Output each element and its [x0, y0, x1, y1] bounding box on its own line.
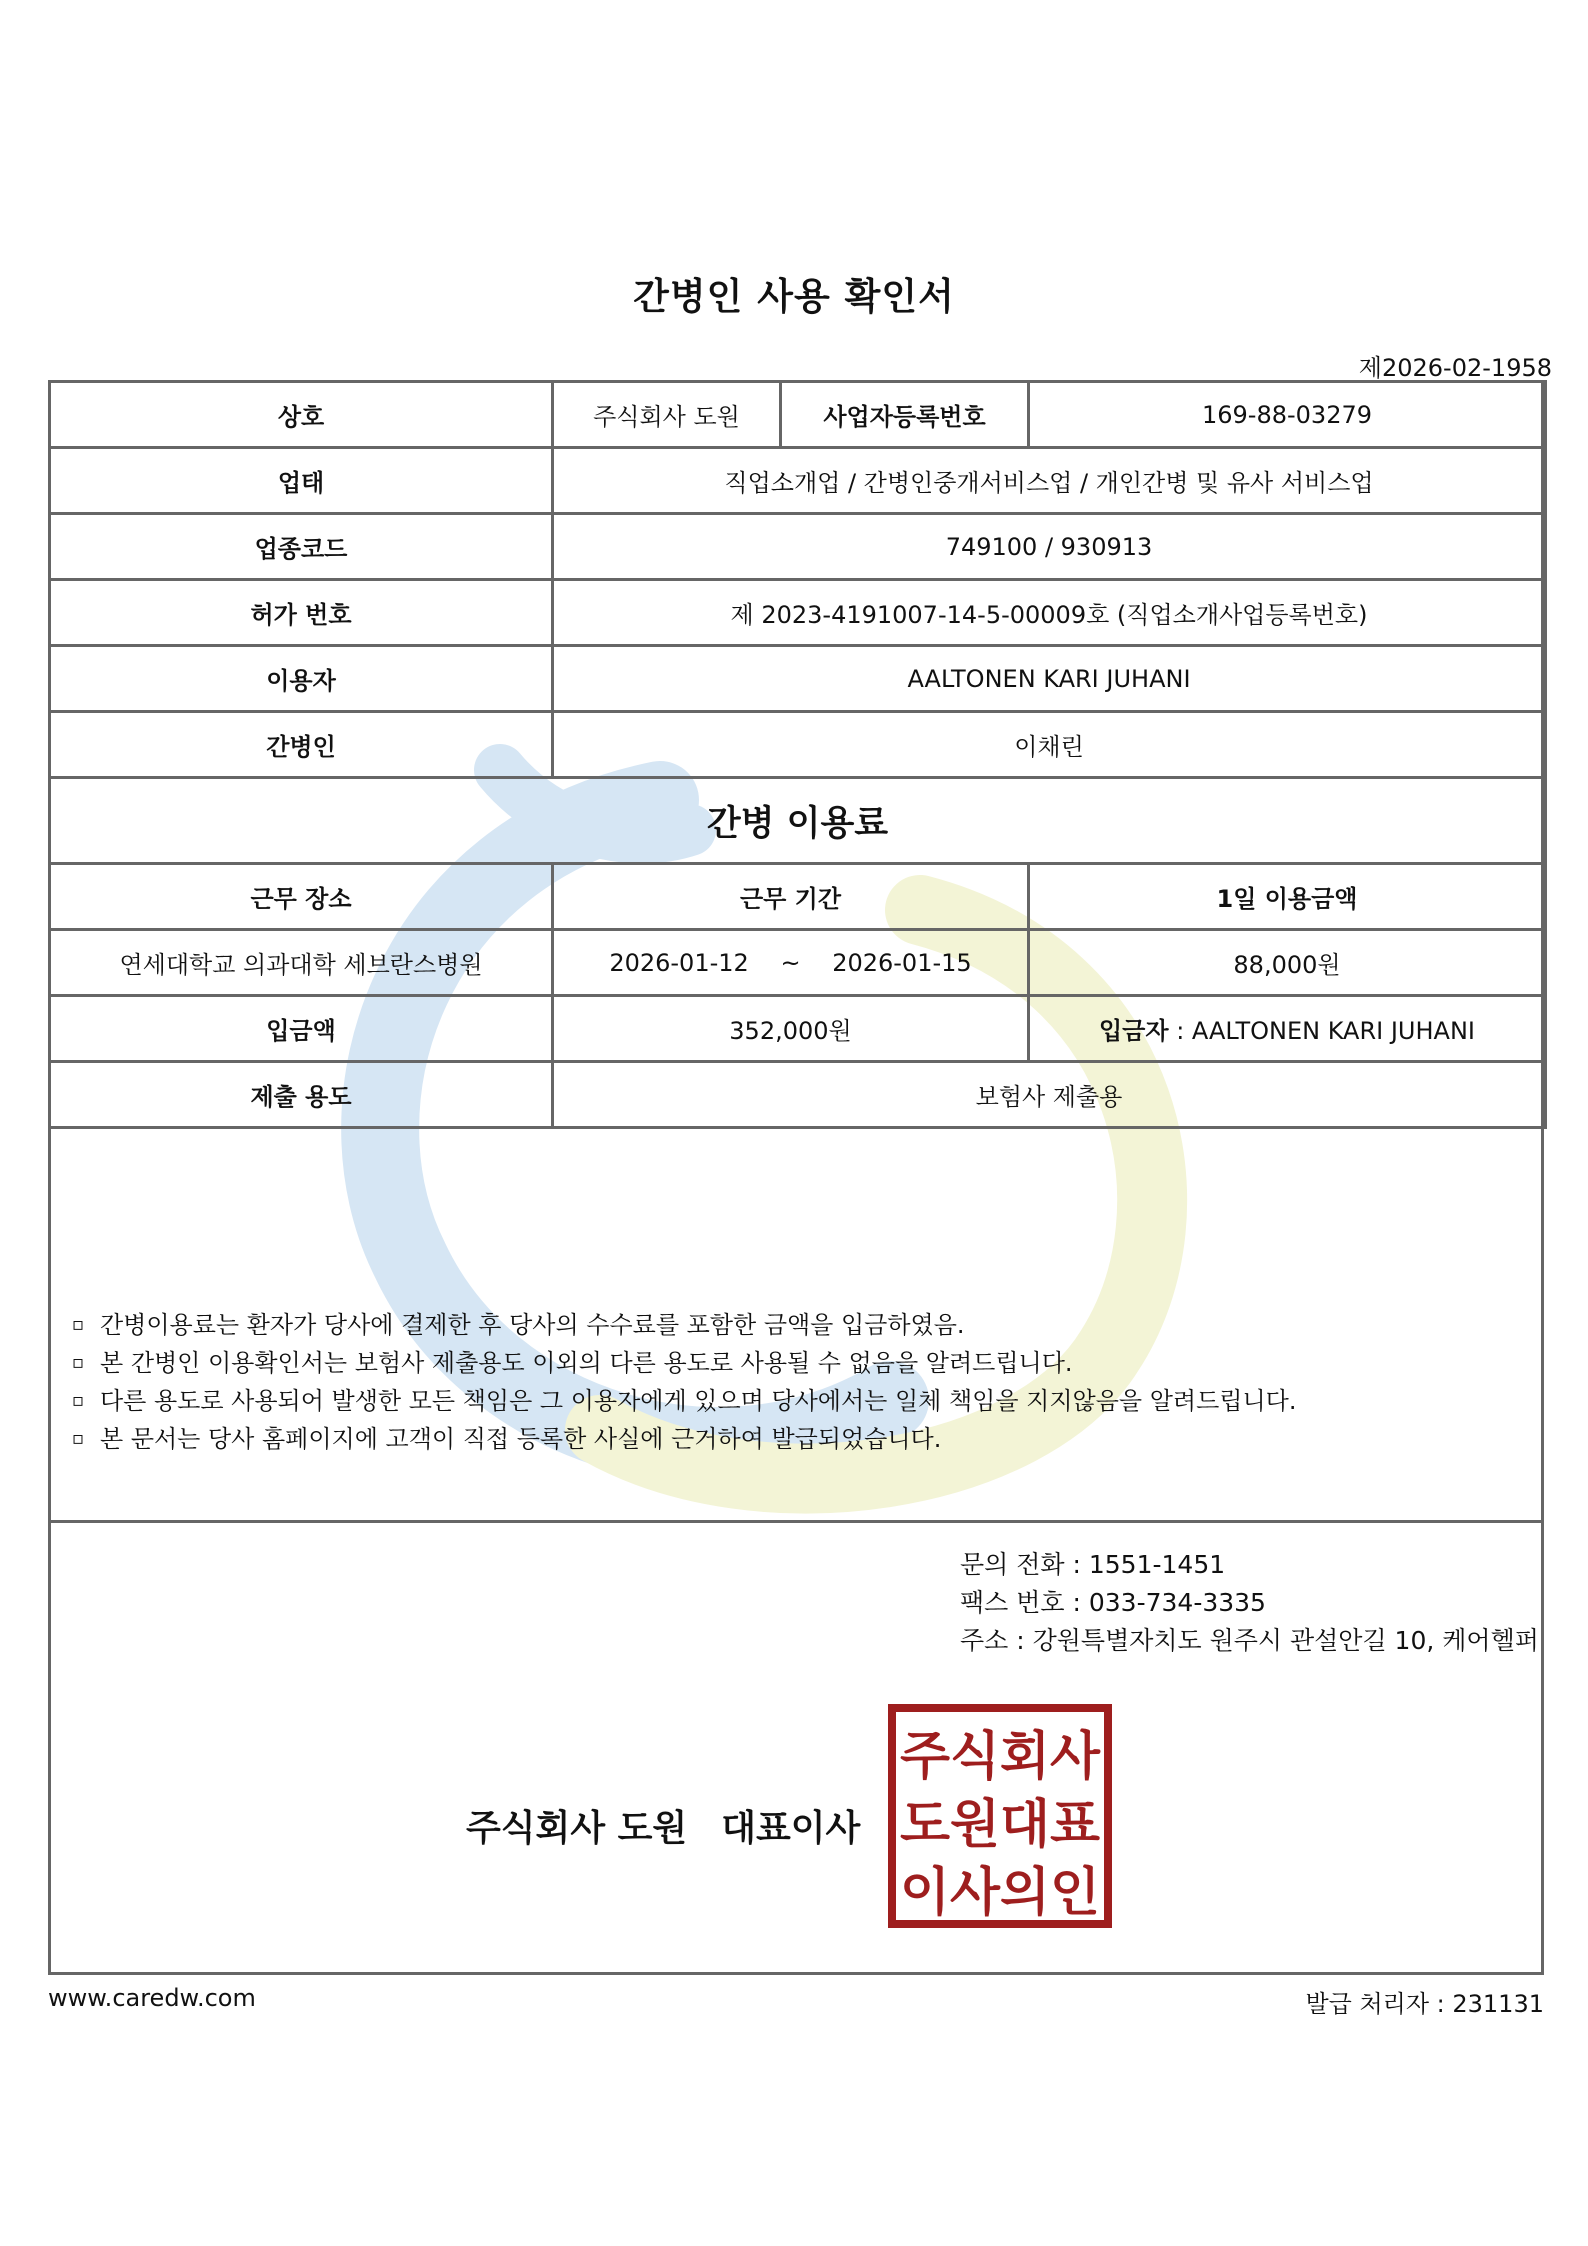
representative-company: 주식회사 도원 [466, 1808, 688, 1849]
permit-value: 제 2023-4191007-14-5-00009호 (직업소개사업등록번호) [553, 580, 1546, 646]
bullet-icon: ▫ [72, 1352, 85, 1373]
footer-issuer: 발급 처리자 : 231131 [1305, 1990, 1544, 2018]
depositor-value: AALTONEN KARI JUHANI [1191, 1017, 1475, 1045]
registration-value: 169-88-03279 [1029, 382, 1546, 448]
daily-amount-value: 88,000원 [1029, 930, 1546, 996]
registration-label: 사업자등록번호 [781, 382, 1029, 448]
notice-section [48, 1190, 1544, 1523]
deposit-amount: 352,000원 [553, 996, 1029, 1062]
work-period-header: 근무 기간 [553, 864, 1029, 930]
depositor-separator: : [1168, 1017, 1192, 1045]
contact-info [960, 1546, 1539, 1660]
company-row [50, 382, 1546, 448]
fee-header-row [50, 864, 1546, 930]
document-title: 간병인 사용 확인서 [633, 275, 955, 318]
notice-list [72, 1306, 1296, 1458]
document-number: 제2026-02-1958 [1358, 354, 1552, 382]
purpose-row [50, 1062, 1546, 1128]
notice-item: ▫ 본 문서는 당사 홈페이지에 고객이 직접 등록한 사실에 근거하여 발급되었습니다. [72, 1420, 1296, 1458]
industry-code-value: 749100 / 930913 [553, 514, 1546, 580]
purpose-value: 보험사 제출용 [553, 1062, 1546, 1128]
company-seal-stamp [888, 1704, 1112, 1928]
period-separator: ~ [780, 948, 801, 977]
contact-address: 주소 : 강원특별자치도 원주시 관설안길 10, 케어헬퍼 [960, 1626, 1539, 1655]
depositor-label: 입금자 [1099, 1017, 1169, 1045]
daily-amount-header: 1일 이용금액 [1029, 864, 1546, 930]
footer-website: www.caredw.com [48, 1984, 256, 2012]
representative-title: 대표이사 [721, 1808, 861, 1849]
business-type-row [50, 448, 1546, 514]
caregiver-value: 이채린 [553, 712, 1546, 778]
company-value: 주식회사 도원 [553, 382, 781, 448]
fee-section-row [50, 778, 1546, 864]
caregiver-label: 간병인 [50, 712, 553, 778]
deposit-label: 입금액 [50, 996, 553, 1062]
period-start: 2026-01-12 [609, 948, 749, 977]
notice-item: ▫ 간병이용료는 환자가 당사에 결제한 후 당사의 수수료를 포함한 금액을 입금하였음. [72, 1306, 1296, 1344]
caregiver-row [50, 712, 1546, 778]
user-value: AALTONEN KARI JUHANI [553, 646, 1546, 712]
notice-item: ▫ 본 간병인 이용확인서는 보험사 제출용도 이외의 다른 용도로 사용될 수 없음을 알려드립니다. [72, 1344, 1296, 1382]
business-type-label: 업태 [50, 448, 553, 514]
svg-text:이사의인: 이사의인 [900, 1863, 1100, 1923]
permit-row [50, 580, 1546, 646]
representative-signature [466, 1800, 860, 1851]
business-type-value: 직업소개업 / 간병인중개서비스업 / 개인간병 및 유사 서비스업 [553, 448, 1546, 514]
user-label: 이용자 [50, 646, 553, 712]
contact-fax: 팩스 번호 : 033-734-3335 [960, 1588, 1266, 1617]
company-label: 상호 [50, 382, 553, 448]
bullet-icon: ▫ [72, 1390, 85, 1411]
bullet-icon: ▫ [72, 1314, 85, 1335]
fee-value-row [50, 930, 1546, 996]
depositor-cell [1029, 996, 1546, 1062]
svg-text:도원대표: 도원대표 [900, 1795, 1100, 1855]
work-period-value [553, 930, 1029, 996]
work-place-value: 연세대학교 의과대학 세브란스병원 [50, 930, 553, 996]
period-end: 2026-01-15 [832, 948, 972, 977]
work-place-header: 근무 장소 [50, 864, 553, 930]
bullet-icon: ▫ [72, 1428, 85, 1449]
industry-code-label: 업종코드 [50, 514, 553, 580]
permit-label: 허가 번호 [50, 580, 553, 646]
info-table [48, 380, 1547, 1129]
user-row [50, 646, 1546, 712]
fee-section-title: 간병 이용료 [50, 778, 1546, 864]
notice-item: ▫ 다른 용도로 사용되어 발생한 모든 책임은 그 이용자에게 있으며 당사에서는 일체 책임을 지지않음을 알려드립니다. [72, 1382, 1296, 1420]
industry-code-row [50, 514, 1546, 580]
contact-phone: 문의 전화 : 1551-1451 [960, 1550, 1226, 1579]
deposit-row [50, 996, 1546, 1062]
svg-text:주식회사: 주식회사 [900, 1727, 1101, 1787]
purpose-label: 제출 용도 [50, 1062, 553, 1128]
